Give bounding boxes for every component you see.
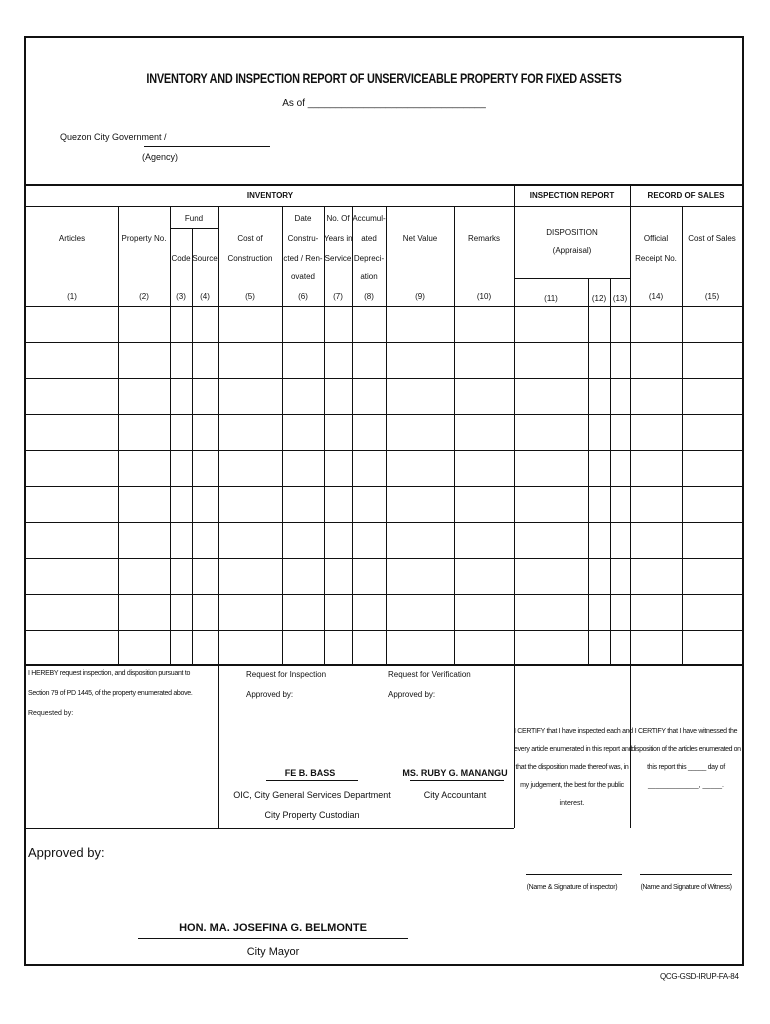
section-header-border [26,206,742,207]
request-inspection-label: Request for Inspection [246,670,327,679]
col-cost-sales: Cost of Sales [688,234,736,243]
witness-caption: (Name and Signature of Witness) [640,884,732,891]
approved-by-big: Approved by: [28,845,105,860]
witness-line: this report this _____ day of [647,764,725,771]
table-bottom-border [26,664,742,666]
col-years-3: Service [324,254,352,263]
col-number: (11) [544,294,558,303]
report-form [24,36,744,966]
column-divider [386,206,387,664]
column-divider [454,206,455,664]
col-disposition-1: DISPOSITION [546,228,598,237]
section-inspection: INSPECTION REPORT [529,191,615,200]
column-divider [682,206,683,664]
col-number: (5) [245,292,255,301]
mayor-signature-line [138,938,408,939]
col-net-value: Net Value [402,234,438,243]
col-number: (6) [298,292,308,301]
signer2-line [410,780,504,781]
col-number: (3) [176,292,186,301]
col-receipt-2: Receipt No. [635,254,677,263]
col-accum-3: Depreci- [353,254,385,263]
agency-line [144,146,270,147]
col-property-no: Property No. [121,234,167,243]
signer2-title: City Accountant [423,790,487,800]
col-number: (10) [476,292,492,301]
inspector-caption: (Name & Signature of inspector) [526,884,618,891]
column-divider [282,206,283,664]
inspector-signature-line [526,874,622,875]
col-disposition-2: (Appraisal) [552,246,592,255]
certify-line: every article enumerated in this report and [514,746,633,753]
col-remarks: Remarks [467,234,500,243]
column-divider [324,206,325,664]
col-years-2: Years in [324,234,353,243]
col-accum-4: ation [360,272,378,281]
col-number: (7) [333,292,343,301]
col-cost-2: Construction [227,254,273,263]
section-inventory: INVENTORY [246,191,294,200]
agency-label: Quezon City Government / [60,132,167,142]
table-row [26,630,742,631]
fund-divider [170,228,218,229]
col-number: (4) [200,292,210,301]
table-row [26,342,742,343]
request-text-2: Section 79 of PD 1445, of the property enumerated above. [28,690,193,697]
column-divider [218,206,219,664]
signer1-title-1: OIC, City General Services Department [233,790,391,800]
table-row [26,450,742,451]
agency-caption: (Agency) [142,152,179,162]
table-row [26,558,742,559]
witness-line: _____________, _____. [648,782,724,789]
col-source: Source [192,254,218,263]
certify-line: my judgement, the best for the public [520,782,624,789]
col-date-2: Constru- [287,234,319,243]
footer-divider-h [26,828,514,829]
col-number: (2) [139,292,149,301]
signer2-name: MS. RUBY G. MANANGU [402,768,508,778]
signer1-line [266,780,358,781]
witness-line: I CERTIFY that I have witnessed the [634,728,738,735]
col-date-4: ovated [290,272,316,281]
column-divider [352,206,353,664]
col-accum-1: Accumul- [352,214,386,223]
requested-by-label: Requested by: [28,710,74,717]
approved-by-label-1: Approved by: [246,690,294,699]
col-number: (1) [67,292,77,301]
col-accum-2: ated [361,234,377,243]
col-articles: Articles [58,234,86,243]
col-receipt-1: Official [643,234,669,243]
col-number: (13) [612,294,628,303]
col-number: (14) [648,292,664,301]
col-code: Code [171,254,191,263]
certify-line: interest. [559,800,585,807]
table-row [26,486,742,487]
column-divider [610,278,611,664]
table-row [26,594,742,595]
column-divider [192,228,193,664]
approved-by-label-2: Approved by: [388,690,436,699]
col-number: (9) [415,292,425,301]
column-divider [588,278,589,664]
signer1-name: FE B. BASS [284,768,336,778]
header-bottom-border [26,306,742,307]
col-years-1: No. Of [326,214,350,223]
form-code: QCG-GSD-IRUP-FA-84 [660,972,739,981]
disposition-divider [514,278,630,279]
col-date-3: cted / Ren- [283,254,323,263]
signer1-title-2: City Property Custodian [264,810,360,820]
mayor-name: HON. MA. JOSEFINA G. BELMONTE [179,922,367,934]
col-number: (12) [591,294,607,303]
col-number: (8) [364,292,374,301]
col-cost-1: Cost of [237,234,263,243]
column-divider [118,206,119,664]
table-row [26,522,742,523]
col-date-1: Date [294,214,312,223]
table-row [26,414,742,415]
table-row [26,378,742,379]
table-top-border [26,184,742,186]
request-verification-label: Request for Verification [388,670,471,679]
mayor-title: City Mayor [246,946,300,958]
witness-signature-line [640,874,732,875]
column-divider [170,206,171,664]
as-of-line: As of ________________________________ [282,98,486,109]
col-number: (15) [704,292,720,301]
col-fund: Fund [184,214,204,223]
request-text-1: I HEREBY request inspection, and disposition pursuant to [28,670,191,677]
certify-line: that the disposition made thereof was, in [515,764,629,771]
witness-line: disposition of the articles enumerated on [631,746,741,753]
certify-line: I CERTIFY that I have inspected each and [514,728,633,735]
footer-divider [218,664,219,828]
section-sales: RECORD OF SALES [647,191,725,200]
report-title: INVENTORY AND INSPECTION REPORT OF UNSERVICEABLE PROPERTY FOR FIXED ASSETS [146,70,622,86]
